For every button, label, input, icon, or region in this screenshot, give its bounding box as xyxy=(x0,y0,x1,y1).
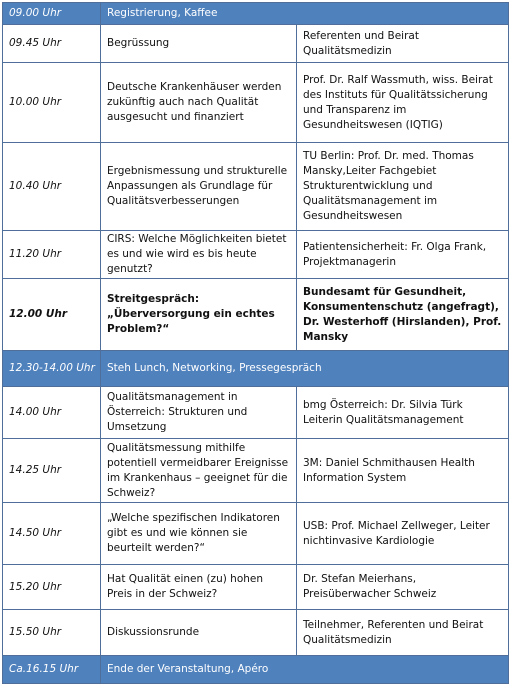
agenda-title: Steh Lunch, Networking, Pressegespräch xyxy=(101,351,509,387)
agenda-title: Qualitätsmessung mithilfe potentiell vermeidbarer Ereignisse im Krankenhaus – geeignet für die Schweiz? xyxy=(101,439,297,503)
agenda-row xyxy=(3,143,509,231)
agenda-title: Qualitätsmanagement in Österreich: Strukturen und Umsetzung xyxy=(101,387,297,439)
agenda-title: CIRS: Welche Möglichkeiten bietet es und wie wird es bis heute genutzt? xyxy=(101,231,297,279)
agenda-title: „Welche spezifischen Indikatoren gibt es und wie können sie beurteilt werden?“ xyxy=(101,503,297,565)
agenda-body xyxy=(3,3,509,684)
agenda-time: 14.25 Uhr xyxy=(3,439,101,503)
agenda-section-row xyxy=(3,351,509,387)
agenda-speaker: 3M: Daniel Schmithausen Health Information System xyxy=(297,439,509,503)
agenda-title: Diskussionsrunde xyxy=(101,610,297,656)
agenda-speaker: TU Berlin: Prof. Dr. med. Thomas Mansky,Leiter Fachgebiet Strukturentwicklung und Qualitätsmanagement im Gesundheitswesen xyxy=(297,143,509,231)
agenda-title: Ende der Veranstaltung, Apéro xyxy=(101,656,509,684)
agenda-title: Streitgespräch: „Überversorgung ein echtes Problem?“ xyxy=(101,279,297,351)
agenda-time: 15.50 Uhr xyxy=(3,610,101,656)
agenda-row xyxy=(3,565,509,610)
agenda-time: 12.30-14.00 Uhr xyxy=(3,351,101,387)
agenda-section-row xyxy=(3,3,509,25)
agenda-speaker: Dr. Stefan Meierhans, Preisüberwacher Schweiz xyxy=(297,565,509,610)
agenda-speaker: Teilnehmer, Referenten und Beirat Qualitätsmedizin xyxy=(297,610,509,656)
agenda-row xyxy=(3,231,509,279)
agenda-section-row xyxy=(3,656,509,684)
agenda-speaker: bmg Österreich: Dr. Silvia Türk Leiterin Qualitätsmanagement xyxy=(297,387,509,439)
agenda-title: Ergebnismessung und strukturelle Anpassungen als Grundlage für Qualitätsverbesserungen xyxy=(101,143,297,231)
agenda-title: Hat Qualität einen (zu) hohen Preis in der Schweiz? xyxy=(101,565,297,610)
agenda-time: 09.00 Uhr xyxy=(3,3,101,25)
agenda-row xyxy=(3,610,509,656)
agenda-time: Ca.16.15 Uhr xyxy=(3,656,101,684)
agenda-time: 14.50 Uhr xyxy=(3,503,101,565)
agenda-title: Deutsche Krankenhäuser werden zukünftig auch nach Qualität ausgesucht und finanziert xyxy=(101,63,297,143)
agenda-row xyxy=(3,503,509,565)
agenda-time: 12.00 Uhr xyxy=(3,279,101,351)
agenda-row xyxy=(3,63,509,143)
agenda-table xyxy=(2,2,509,684)
agenda-row xyxy=(3,387,509,439)
agenda-title: Begrüssung xyxy=(101,25,297,63)
agenda-row xyxy=(3,25,509,63)
agenda-time: 10.40 Uhr xyxy=(3,143,101,231)
agenda-time: 10.00 Uhr xyxy=(3,63,101,143)
agenda-time: 14.00 Uhr xyxy=(3,387,101,439)
agenda-time: 15.20 Uhr xyxy=(3,565,101,610)
agenda-title: Registrierung, Kaffee xyxy=(101,3,509,25)
agenda-row xyxy=(3,279,509,351)
agenda-row xyxy=(3,439,509,503)
agenda-speaker: Referenten und Beirat Qualitätsmedizin xyxy=(297,25,509,63)
agenda-time: 09.45 Uhr xyxy=(3,25,101,63)
agenda-speaker: USB: Prof. Michael Zellweger, Leiter nichtinvasive Kardiologie xyxy=(297,503,509,565)
agenda-time: 11.20 Uhr xyxy=(3,231,101,279)
agenda-speaker: Prof. Dr. Ralf Wassmuth, wiss. Beirat des Instituts für Qualitätssicherung und Transparenz im Gesundheitswesen (IQTIG) xyxy=(297,63,509,143)
agenda-speaker: Bundesamt für Gesundheit, Konsumentenschutz (angefragt), Dr. Westerhoff (Hirslanden), Prof. Mansky xyxy=(297,279,509,351)
agenda-speaker: Patientensicherheit: Fr. Olga Frank, Projektmanagerin xyxy=(297,231,509,279)
